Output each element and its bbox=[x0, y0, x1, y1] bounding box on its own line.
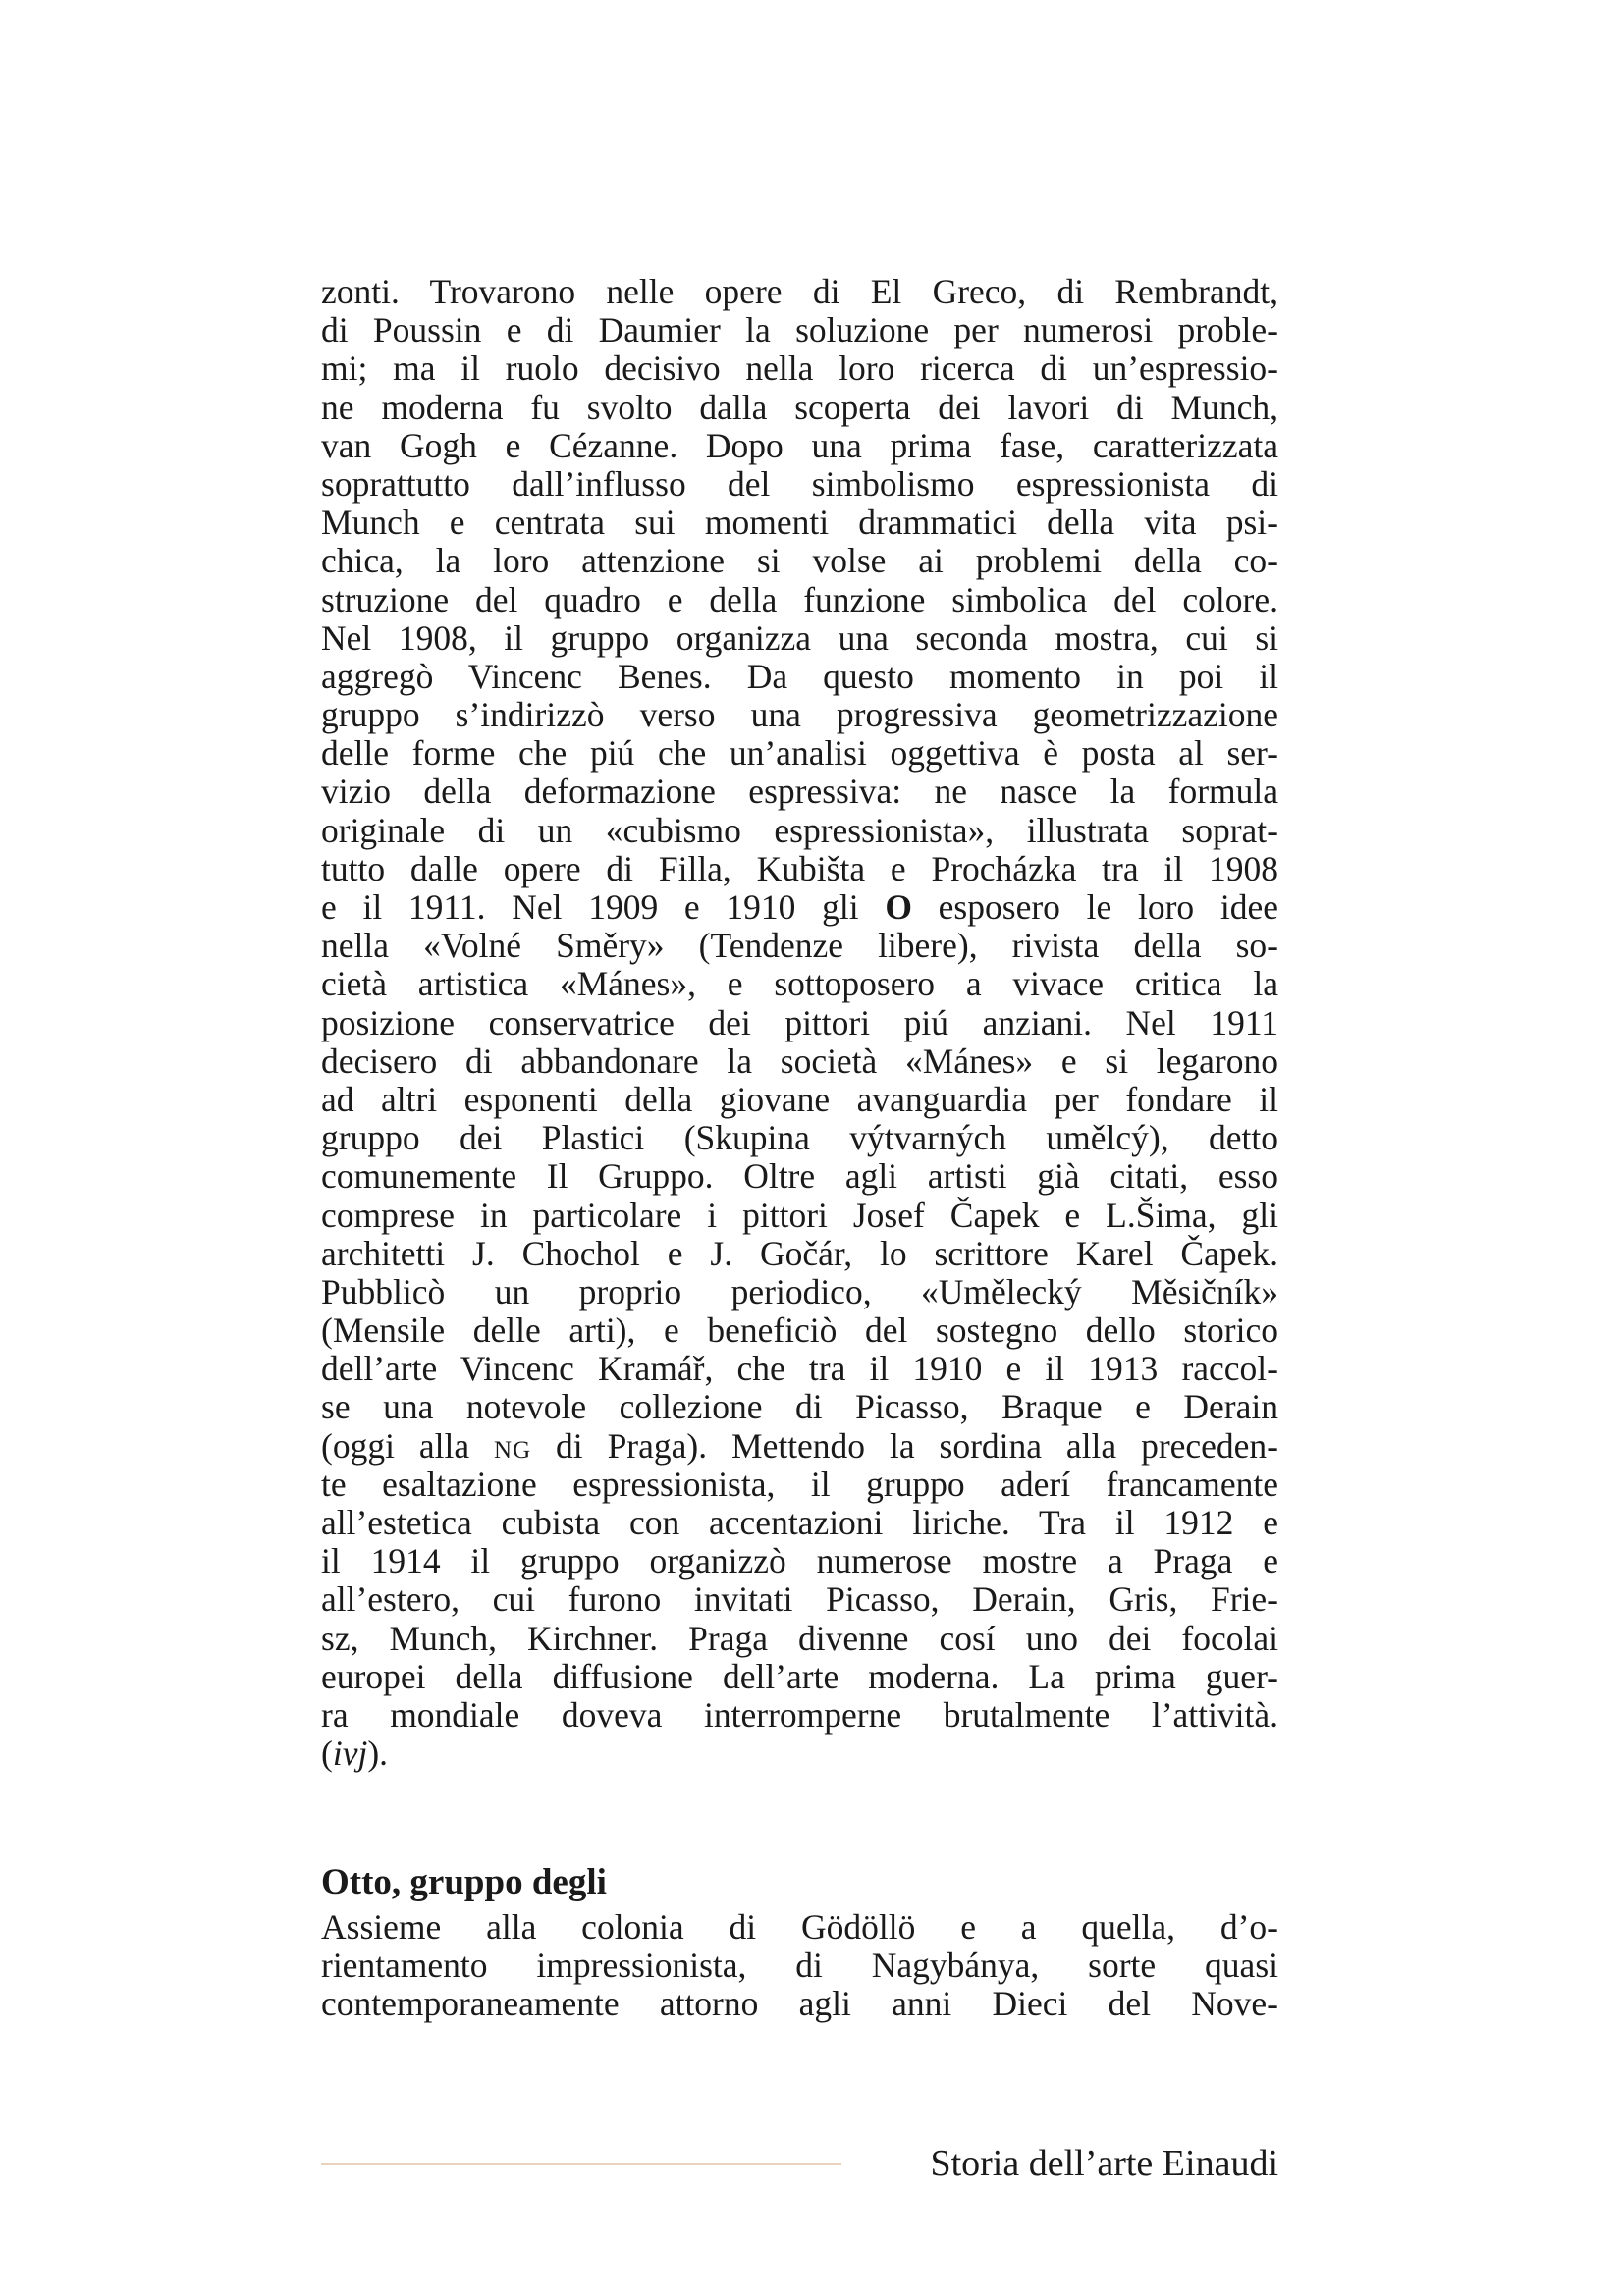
article-body bbox=[321, 273, 1278, 1773]
text-line: cietà artistica «Mánes», e sottoposero a vivace critica la bbox=[321, 964, 1278, 1004]
text-line: di Poussin e di Daumier la soluzione per numerosi proble- bbox=[321, 310, 1278, 350]
text-line: vizio della deformazione espressiva: ne nasce la formula bbox=[321, 772, 1278, 812]
text-line: te esaltazione espressionista, il gruppo aderí francamente bbox=[321, 1464, 1278, 1504]
text-line: all’estetica cubista con accentazioni liriche. Tra il 1912 e bbox=[321, 1503, 1278, 1542]
text-line: europei della diffusione dell’arte moderna. La prima guer- bbox=[321, 1656, 1278, 1696]
text-line: gruppo dei Plastici (Skupina výtvarných umělcý), detto bbox=[321, 1118, 1278, 1158]
text-line: Munch e centrata sui momenti drammatici della vita psi- bbox=[321, 503, 1278, 543]
text-line: il 1914 il gruppo organizzò numerose mostre a Praga e bbox=[321, 1541, 1278, 1581]
author-signature bbox=[321, 1735, 1278, 1773]
text-fragment: esposero le loro idee bbox=[911, 887, 1278, 927]
signature-paren-open: ( bbox=[321, 1734, 333, 1774]
text-line: contemporaneamente attorno agli anni Dieci del Nove- bbox=[321, 1984, 1278, 2024]
text-line: rientamento impressionista, di Nagybánya, sorte quasi bbox=[321, 1946, 1278, 1986]
text-line: ne moderna fu svolto dalla scoperta dei lavori di Munch, bbox=[321, 387, 1278, 427]
text-line: zonti. Trovarono nelle opere di El Greco, di Rembrandt, bbox=[321, 272, 1278, 311]
text-line: delle forme che piú che un’analisi oggettiva è posta al ser- bbox=[321, 733, 1278, 774]
group-name-bold: O bbox=[885, 887, 912, 927]
text-line: comprese in particolare i pittori Josef Čapek e L.Šima, gli bbox=[321, 1195, 1278, 1235]
entry-heading: Otto, gruppo degli bbox=[321, 1862, 607, 1902]
text-line: Nel 1908, il gruppo organizza una seconda mostra, cui si bbox=[321, 617, 1278, 658]
text-line: soprattutto dall’influsso del simbolismo espressionista di bbox=[321, 463, 1278, 504]
entry-body bbox=[321, 1908, 1278, 2024]
abbreviation-smallcaps: NG bbox=[494, 1436, 532, 1464]
text-line-with-smallcaps bbox=[321, 1427, 1278, 1466]
text-line: se una notevole collezione di Picasso, Braque e Derain bbox=[321, 1387, 1278, 1427]
text-fragment: di Praga). Mettendo la sordina alla preceden- bbox=[531, 1425, 1278, 1466]
text-line: van Gogh e Cézanne. Dopo una prima fase, caratterizzata bbox=[321, 425, 1278, 465]
text-line: ad altri esponenti della giovane avanguardia per fondare il bbox=[321, 1079, 1278, 1119]
text-line: posizione conservatrice dei pittori piú anziani. Nel 1911 bbox=[321, 1002, 1278, 1042]
text-line: chica, la loro attenzione si volse ai problemi della co- bbox=[321, 541, 1278, 581]
text-line: (Mensile delle arti), e beneficiò del sostegno dello storico bbox=[321, 1310, 1278, 1351]
text-line: comunemente Il Gruppo. Oltre agli artisti già citati, esso bbox=[321, 1156, 1278, 1197]
text-line: sz, Munch, Kirchner. Praga divenne cosí uno dei focolai bbox=[321, 1618, 1278, 1658]
text-line: mi; ma il ruolo decisivo nella loro ricerca di un’espressio- bbox=[321, 348, 1278, 389]
text-line: struzione del quadro e della funzione simbolica del colore. bbox=[321, 579, 1278, 619]
document-page bbox=[321, 0, 1278, 2296]
text-line: ra mondiale doveva interromperne brutalmente l’attività. bbox=[321, 1694, 1278, 1735]
text-fragment: e il 1911. Nel 1909 e 1910 gli bbox=[321, 887, 886, 927]
text-line: originale di un «cubismo espressionista», illustrata soprat- bbox=[321, 810, 1278, 850]
signature-paren-close: ). bbox=[367, 1734, 389, 1774]
text-line: tutto dalle opere di Filla, Kubišta e Procházka tra il 1908 bbox=[321, 848, 1278, 888]
text-line: aggregò Vincenc Benes. Da questo momento in poi il bbox=[321, 656, 1278, 696]
signature-author: ivj bbox=[332, 1734, 368, 1774]
text-line: Assieme alla colonia di Gödöllö e a quella, d’o- bbox=[321, 1907, 1278, 1947]
text-line: dell’arte Vincenc Kramář, che tra il 1910 e il 1913 raccol- bbox=[321, 1349, 1278, 1389]
text-fragment: (oggi alla bbox=[321, 1425, 495, 1466]
text-line-with-bold bbox=[321, 888, 1278, 927]
page-footer bbox=[321, 2140, 1278, 2187]
text-line: gruppo s’indirizzò verso una progressiva geometrizzazione bbox=[321, 695, 1278, 735]
publication-title: Storia dell’arte Einaudi bbox=[930, 2143, 1278, 2184]
text-line: architetti J. Chochol e J. Gočár, lo scrittore Karel Čapek. bbox=[321, 1233, 1278, 1273]
text-line: nella «Volné Směry» (Tendenze libere), rivista della so- bbox=[321, 926, 1278, 966]
text-line: Pubblicò un proprio periodico, «Umělecký Měsičník» bbox=[321, 1271, 1278, 1311]
footer-divider bbox=[321, 2163, 841, 2165]
text-line: all’estero, cui furono invitati Picasso, Derain, Gris, Frie- bbox=[321, 1579, 1278, 1620]
text-line: decisero di abbandonare la società «Mánes» e si legarono bbox=[321, 1041, 1278, 1081]
